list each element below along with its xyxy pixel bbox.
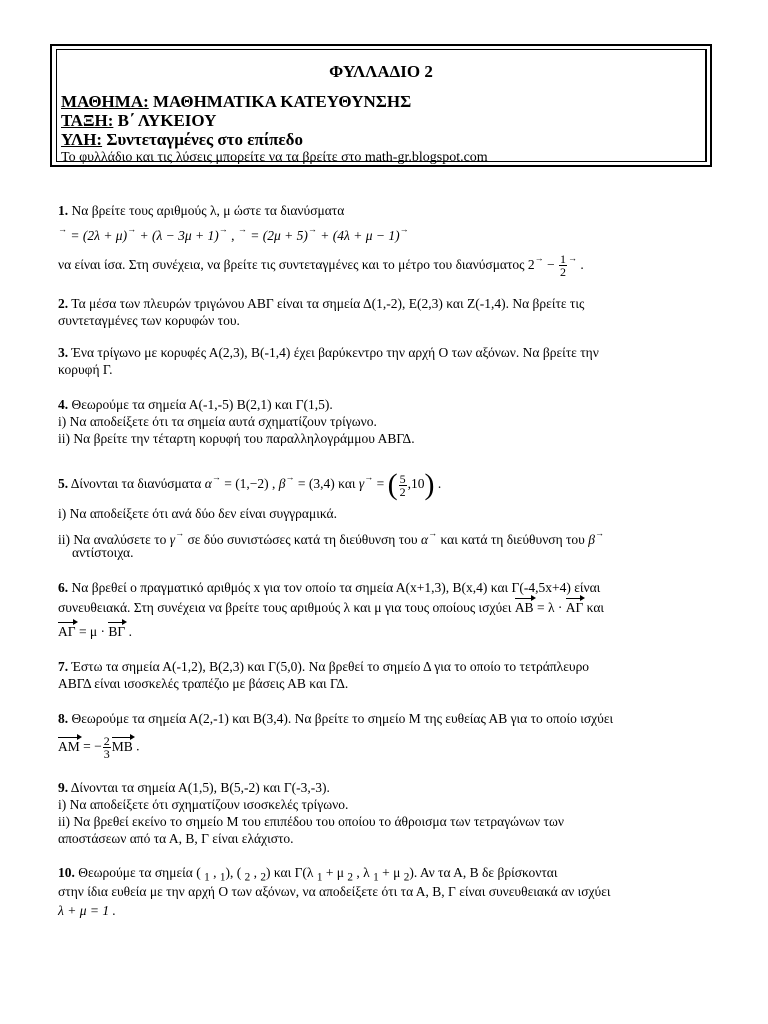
subscript: 1 — [316, 871, 323, 884]
subscript: 2 — [347, 871, 354, 884]
gamma-fraction — [399, 473, 407, 498]
exercise-7-number: 7. — [58, 659, 69, 674]
exercise-3-text: Ένα τρίγωνο με κορυφές Α(2,3), Β(-1,4) έχει βαρύκεντρο την αρχή Ο των αξόνων. Να βρείτε την — [68, 345, 599, 360]
vector-MB: ΜΒ — [111, 738, 133, 754]
vector-arrow-icon: → — [285, 472, 295, 483]
comma: , — [250, 865, 261, 880]
fraction-numerator: 2 — [103, 734, 110, 748]
exercise-1-line-3 — [58, 251, 584, 278]
vector-alpha-ref: α — [420, 532, 429, 547]
exercise-10-line-1 — [58, 865, 557, 886]
exercise-1-formula — [58, 222, 409, 243]
vector-arrow-icon: → — [127, 224, 137, 234]
exercise-6-line-1 — [58, 580, 600, 595]
comma: , — [209, 865, 220, 880]
exercise-9-line-2: i) Να αποδείξετε ότι σχηματίζουν ισοσκελές τρίγωνο. — [58, 797, 349, 812]
exercise-4-line-1 — [58, 397, 333, 412]
vector-BG: ΒΓ — [108, 624, 126, 639]
topic-label: ΥΛΗ: — [61, 130, 103, 149]
exercise-6-number: 6. — [58, 580, 69, 595]
vector-arrow-icon: → — [307, 224, 317, 234]
plus-mu: + μ — [322, 865, 348, 880]
gamma-equals: = — [373, 476, 388, 492]
right-paren-icon: ) — [424, 468, 435, 501]
fraction-denominator: 3 — [103, 747, 110, 761]
subscript: 1 — [219, 871, 226, 884]
topic-line — [61, 130, 303, 150]
exercise-5-line-1 — [58, 470, 441, 500]
exercise-6-text-2: συνευθειακά. Στη συνέχεια να βρείτε τους αριθμούς λ και μ για τους οποίους ισχύει — [58, 600, 515, 615]
class-label: ΤΑΞΗ: — [61, 111, 114, 130]
exercise-10-number: 10. — [58, 865, 75, 880]
vector-AM: ΑΜ — [58, 738, 80, 754]
exercise-6-text: Να βρεθεί ο πραγματικό αριθμός x για τον οποίο τα σημεία Α(x+1,3), Β(x,4) και Γ(-4,5x+4) είναι — [68, 580, 601, 595]
vector-beta: β — [278, 476, 286, 492]
exercise-8-fraction — [103, 735, 111, 760]
exercise-1-formula-part-1: = (2λ + μ) — [70, 228, 128, 243]
vector-arrow-icon: → — [568, 253, 578, 263]
exercise-4-text: Θεωρούμε τα σημεία Α(-1,-5) Β(2,1) και Γ(1,5). — [68, 397, 333, 412]
exercise-1-formula-part-2: + (λ − 3μ + 1) — [136, 228, 219, 243]
subject-label: ΜΑΘΗΜΑ: — [61, 92, 149, 111]
exercise-1-minus: − — [547, 257, 555, 272]
exercise-10-text-c: ) και Γ(λ — [265, 865, 317, 880]
exercise-2-line-2: συντεταγμένες των κορυφών του. — [58, 313, 240, 328]
exercise-1-number: 1. — [58, 203, 69, 218]
left-paren-icon: ( — [387, 468, 398, 501]
exercise-6-period: . — [125, 624, 132, 639]
exercise-8-line-1 — [58, 711, 613, 726]
fraction-denominator: 2 — [560, 265, 567, 280]
vector-AG: ΑΓ — [565, 600, 584, 615]
subject-line — [61, 92, 411, 112]
vector-arrow-icon: → — [211, 472, 221, 483]
gamma-second-coord: ,10 — [407, 476, 425, 492]
exercise-3-line-2: κορυφή Γ. — [58, 362, 113, 377]
exercise-9-line-4: αποστάσεων από τα Α, Β, Γ είναι ελάχιστο. — [58, 831, 294, 846]
exercise-5-line-4: αντίστοιχα. — [72, 545, 134, 560]
exercise-10-line-3: λ + μ = 1 . — [58, 903, 116, 918]
exercise-5-part-ii-c: και κατά τη διεύθυνση του — [437, 532, 589, 547]
alpha-value: = (1,−2) , — [220, 476, 279, 492]
exercise-3-number: 3. — [58, 345, 69, 360]
beta-value: = (3,4) και — [294, 476, 359, 492]
exercise-4-line-3: ii) Να βρείτε την τέταρτη κορυφή του παραλληλογράμμου ΑΒΓΔ. — [58, 431, 415, 446]
exercise-5-part-ii-a: ii) Να αναλύσετε το — [58, 532, 170, 547]
vector-beta-ref: β — [588, 532, 595, 547]
header-box — [50, 44, 712, 167]
exercise-5-period: . — [434, 476, 442, 492]
subscript: 1 — [373, 871, 379, 884]
vector-AB: ΑΒ — [514, 600, 534, 615]
exercise-9-text: Δίνονται τα σημεία Α(1,5), Β(5,-2) και Γ(-3,-3). — [68, 780, 330, 795]
class-value: Β΄ ΛΥΚΕΙΟΥ — [113, 111, 217, 130]
subject-value: ΜΑΘΗΜΑΤΙΚΑ ΚΑΤΕΥΘΥΝΣΗΣ — [148, 92, 412, 111]
vector-arrow-icon: → — [237, 224, 247, 234]
exercise-9-number: 9. — [58, 780, 69, 795]
exercise-4-number: 4. — [58, 397, 69, 412]
comma-lambda: , λ — [353, 865, 374, 880]
exercise-10-text-d: ). Αν τα Α, Β δε βρίσκονται — [409, 865, 558, 880]
vector-arrow-icon: → — [175, 528, 185, 538]
exercise-10-text-b: ), ( — [225, 865, 245, 880]
exercise-7-line-2: ΑΒΓΔ είναι ισοσκελές τραπέζιο με βάσεις ΑΒ και ΓΔ. — [58, 676, 349, 691]
exercise-6-eq-1: = λ · — [533, 600, 566, 615]
vector-arrow-icon: → — [58, 224, 67, 234]
exercise-6-line-3 — [58, 624, 132, 639]
fraction-numerator: 1 — [560, 252, 567, 267]
exercise-4-line-2: i) Να αποδείξετε ότι τα σημεία αυτά σχηματίζουν τρίγωνο. — [58, 414, 377, 429]
header-inner-frame — [56, 49, 707, 165]
exercise-1-coef: 2 — [527, 257, 535, 272]
vector-arrow-icon: → — [218, 224, 228, 234]
vector-gamma-ref: γ — [169, 532, 176, 547]
fraction-numerator: 5 — [399, 471, 406, 486]
exercise-8-eq: = − — [79, 738, 102, 754]
vector-arrow-icon: → — [364, 472, 374, 483]
fraction-denominator: 2 — [399, 484, 406, 499]
exercise-7-text: Έστω τα σημεία Α(-1,2), Β(2,3) και Γ(5,0). Να βρεθεί το σημείο Δ για το οποίο το τετράπλευρο — [68, 659, 590, 674]
exercise-1-period: . — [580, 257, 584, 272]
subscript: 1 — [204, 871, 210, 884]
exercise-2-text: Τα μέσα των πλευρών τριγώνου ΑΒΓ είναι τα σημεία Δ(1,-2), Ε(2,3) και Ζ(-1,4). Να βρείτε τις — [68, 296, 585, 311]
exercise-2-number: 2. — [58, 296, 69, 311]
exercise-10-line-2: στην ίδια ευθεία με την αρχή Ο των αξόνων, να αποδείξετε ότι τα Α, Β, Γ είναι συνευθειακά αν ισχύει — [58, 884, 611, 899]
subscript: 2 — [260, 871, 266, 884]
exercise-1-formula-part-3: = (2μ + 5) — [250, 228, 308, 243]
exercise-2-line-1 — [58, 296, 584, 311]
subscript: 2 — [403, 871, 410, 884]
exercise-1-formula-sep: , — [227, 228, 238, 243]
exercise-6-line-2 — [58, 600, 604, 615]
plus-mu: + μ — [378, 865, 404, 880]
vector-AG-2: ΑΓ — [58, 624, 76, 639]
exercise-7-line-1 — [58, 659, 589, 674]
exercise-5-number: 5. — [58, 476, 69, 492]
vector-arrow-icon: → — [594, 528, 604, 538]
exercise-10-text: Θεωρούμε τα σημεία ( — [74, 865, 205, 880]
exercise-5-part-ii-b: σε δύο συνιστώσες κατά τη διεύθυνση του — [184, 532, 421, 547]
exercise-1-fraction — [559, 253, 567, 278]
exercise-9-line-3: ii) Να βρεθεί εκείνο το σημείο Μ του επιπέδου του οποίου το άθροισμα των τετραγώνων των — [58, 814, 564, 829]
exercise-1-text: Να βρείτε τους αριθμούς λ, μ ώστε τα διανύσματα — [68, 203, 345, 218]
exercise-8-formula — [58, 735, 140, 760]
exercise-1-line-1 — [58, 203, 344, 218]
exercise-8-text: Θεωρούμε τα σημεία Α(2,-1) και Β(3,4). Να βρείτε το σημείο Μ της ευθείας ΑΒ για το οποίο ισχύει — [68, 711, 614, 726]
exercise-5-line-2: i) Να αποδείξετε ότι ανά δύο δεν είναι συγγραμικά. — [58, 506, 337, 521]
exercise-1-formula-part-4: + (4λ + μ − 1) — [316, 228, 400, 243]
exercise-5-text: Δίνονται τα διανύσματα — [68, 476, 205, 492]
subscript: 2 — [244, 871, 251, 884]
exercise-3-line-1 — [58, 345, 599, 360]
exercise-9-line-1 — [58, 780, 330, 795]
vector-arrow-icon: → — [399, 224, 409, 234]
blog-note: Το φυλλάδιο και τις λύσεις μπορείτε να τα βρείτε στο math-gr.blogspot.com — [61, 150, 488, 165]
exercise-8-number: 8. — [58, 711, 69, 726]
vector-arrow-icon: → — [428, 528, 438, 538]
vector-arrow-icon: → — [534, 253, 544, 263]
vector-gamma: γ — [358, 476, 365, 492]
vector-alpha: α — [204, 476, 212, 492]
class-line — [61, 111, 216, 131]
worksheet-title: ΦΥΛΛΑΔΙΟ 2 — [329, 62, 433, 81]
exercise-8-period: . — [132, 738, 140, 754]
exercise-6-and: και — [583, 600, 605, 615]
topic-value: Συντεταγμένες στο επίπεδο — [102, 130, 303, 149]
exercise-6-eq-2: = μ · — [75, 624, 109, 639]
exercise-5-line-3 — [58, 526, 604, 547]
exercise-1-text-2: να είναι ίσα. Στη συνέχεια, να βρείτε τις συντεταγμένες και το μέτρο του διανύσματος — [58, 257, 525, 272]
